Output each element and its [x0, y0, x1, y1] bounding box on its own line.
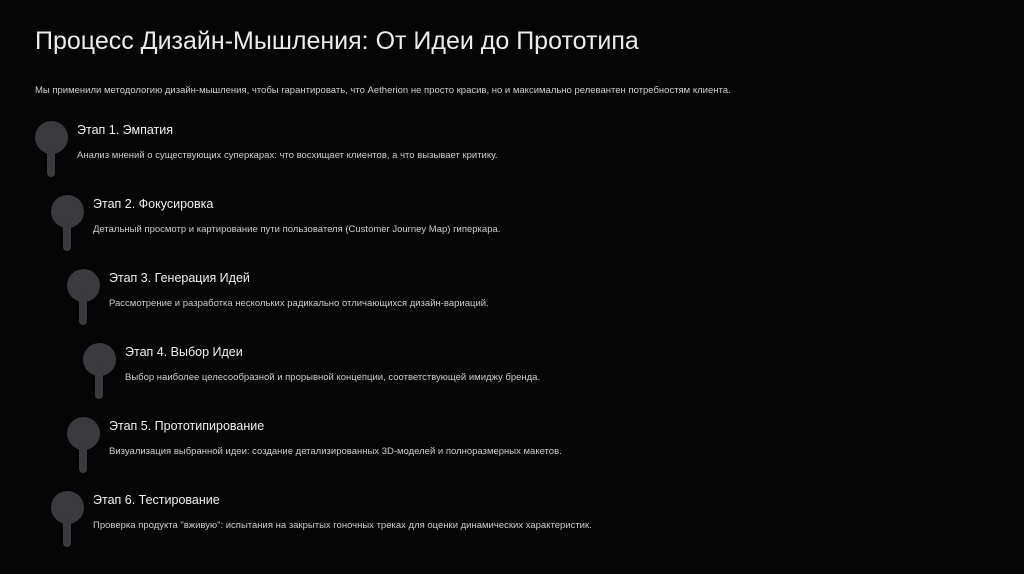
pin-marker-icon [51, 195, 85, 255]
step-title: Этап 1. Эмпатия [77, 123, 174, 137]
step-title: Этап 5. Прототипирование [109, 419, 265, 433]
step-item-3 [67, 269, 967, 329]
pin-marker-icon [35, 121, 69, 181]
step-description: Детальный просмотр и картирование пути пользователя (Customer Journey Map) гиперкара. [93, 224, 501, 235]
pin-marker-icon [83, 343, 117, 403]
step-description: Проверка продукта "вживую": испытания на закрытых гоночных треках для оценки динамических характеристик. [93, 520, 592, 531]
step-description: Рассмотрение и разработка нескольких радикально отличающихся дизайн-вариаций. [109, 298, 489, 309]
step-description: Выбор наиболее целесообразной и прорывной концепции, соответствующей имиджу бренда. [125, 372, 541, 383]
step-description: Визуализация выбранной идеи: создание детализированных 3D-моделей и полноразмерных макетов. [109, 446, 562, 457]
step-item-6 [51, 491, 951, 551]
step-title: Этап 4. Выбор Идеи [125, 345, 243, 359]
pin-marker-icon [51, 491, 85, 551]
slide-title: Процесс Дизайн-Мышления: От Идеи до Прототипа [35, 27, 639, 55]
step-description: Анализ мнений о существующих суперкарах: что восхищает клиентов, а что вызывает критику. [77, 150, 498, 161]
pin-marker-icon [67, 269, 101, 329]
step-title: Этап 2. Фокусировка [93, 197, 214, 211]
step-item-4 [83, 343, 983, 403]
step-item-2 [51, 195, 951, 255]
pin-marker-icon [67, 417, 101, 477]
slide-subtitle: Мы применили методологию дизайн-мышления, чтобы гарантировать, что Aetherion не просто красив, но и максимально релевантен потребностям клиента. [35, 85, 731, 96]
step-item-1 [35, 121, 935, 181]
step-item-5 [67, 417, 967, 477]
step-title: Этап 6. Тестирование [93, 493, 220, 507]
step-title: Этап 3. Генерация Идей [109, 271, 250, 285]
